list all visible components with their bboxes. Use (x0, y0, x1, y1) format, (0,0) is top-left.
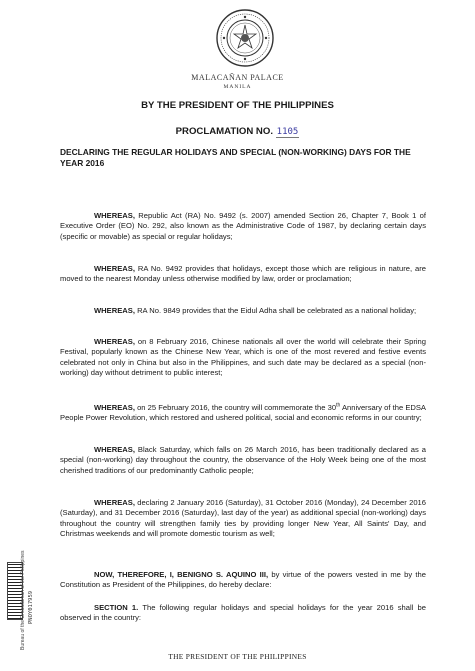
paragraph-text: on 8 February 2016, Chinese nationals all over the world will celebrate their Spring Festival, popularly known as the Chinese New Year, which is one of the most revered and festive events celebrated not only in China but also in the Philippines, and such date may be declared as a special (non-working) day without detriment to public interest; (60, 337, 426, 378)
whereas-paragraph-4 (60, 337, 426, 379)
proclamation-title: DECLARING THE REGULAR HOLIDAYS AND SPECIAL (NON-WORKING) DAYS FOR THE YEAR 2016 (60, 147, 411, 168)
whereas-paragraph-1 (60, 211, 426, 242)
declaration-paragraph (60, 570, 426, 591)
paragraph-text: declaring 2 January 2016 (Saturday), 31 October 2016 (Monday), 24 December 2016 (Saturday), and 31 December 2016 (Saturday), last day of the year) as additional special (non-working) days throughout the country will strengthen family ties by providing longer New Year, All Saints' Day, and Christmas weekends and will promote domestic tourism as well; (60, 498, 426, 539)
paragraph-text: Republic Act (RA) No. 9492 (s. 2007) amended Section 26, Chapter 7, Book 1 of Executive Order (EO) No. 292, also known as the Administrative Code of 1987, by declaring certain days (specific or movable) as special or regular holidays; (60, 211, 426, 241)
paragraph-lead: NOW, THEREFORE, I, BENIGNO S. AQUINO III, (94, 570, 269, 579)
paragraph-lead: WHEREAS, (94, 306, 135, 315)
paragraph-text-cont: Anniversary of the EDSA People Power Revolution, which restored and ushered political, social and economic reforms in our country; (60, 403, 426, 423)
paragraph-lead: WHEREAS, (94, 337, 135, 346)
paragraph-lead: WHEREAS, (94, 445, 135, 454)
issuer-line: BY THE PRESIDENT OF THE PHILIPPINES (141, 100, 334, 111)
paragraph-lead: SECTION 1. (94, 603, 139, 612)
proclamation-number: 1105 (276, 127, 299, 137)
paragraph-text: Black Saturday, which falls on 26 March 2016, has been traditionally declared as a special (non-working) day throughout the country, the observance of the Holy Week being one of the most cherished traditions of our predominantly Catholic people; (60, 445, 426, 475)
palace-name: MALACAÑAN PALACE (191, 73, 284, 82)
whereas-paragraph-2 (60, 264, 426, 285)
proclamation-heading (0, 126, 475, 137)
whereas-paragraph-3 (60, 306, 426, 316)
stamp-text: Bureau of the Ombudsman of the Philippines (20, 550, 26, 650)
whereas-paragraph-6 (60, 445, 426, 476)
paragraph-text: The following regular holidays and special holidays for the year 2016 shall be observed in the country: (60, 603, 426, 623)
whereas-paragraph-5 (60, 403, 426, 424)
paragraph-lead: WHEREAS, (94, 264, 135, 273)
page-footer: THE PRESIDENT OF THE PHILIPPINES (168, 652, 307, 661)
stamp-code: PNOY017959 (28, 590, 34, 624)
paragraph-lead: WHEREAS, (94, 498, 135, 507)
paragraph-lead: WHEREAS, (94, 211, 135, 220)
paragraph-text: by virtue of the powers vested in me by the Constitution as President of the Philippines, do hereby declare: (60, 570, 426, 590)
paragraph-text: on 25 February 2016, the country will commemorate the 30 (137, 403, 337, 412)
paragraph-text: RA No. 9849 provides that the Eidul Adha shall be celebrated as a national holiday; (137, 306, 417, 315)
proclamation-label: PROCLAMATION NO. (175, 126, 273, 137)
paragraph-text: RA No. 9492 provides that holidays, except those which are religious in nature, are moved to the nearest Monday unless otherwise modified by law, order or proclamation; (60, 264, 426, 284)
presidential-seal-icon (215, 8, 275, 68)
paragraph-lead: WHEREAS, (94, 403, 135, 412)
palace-city: MANILA (223, 84, 252, 90)
ordinal-suffix: th (336, 402, 341, 409)
whereas-paragraph-7 (60, 498, 426, 540)
section-1-paragraph (60, 603, 426, 624)
